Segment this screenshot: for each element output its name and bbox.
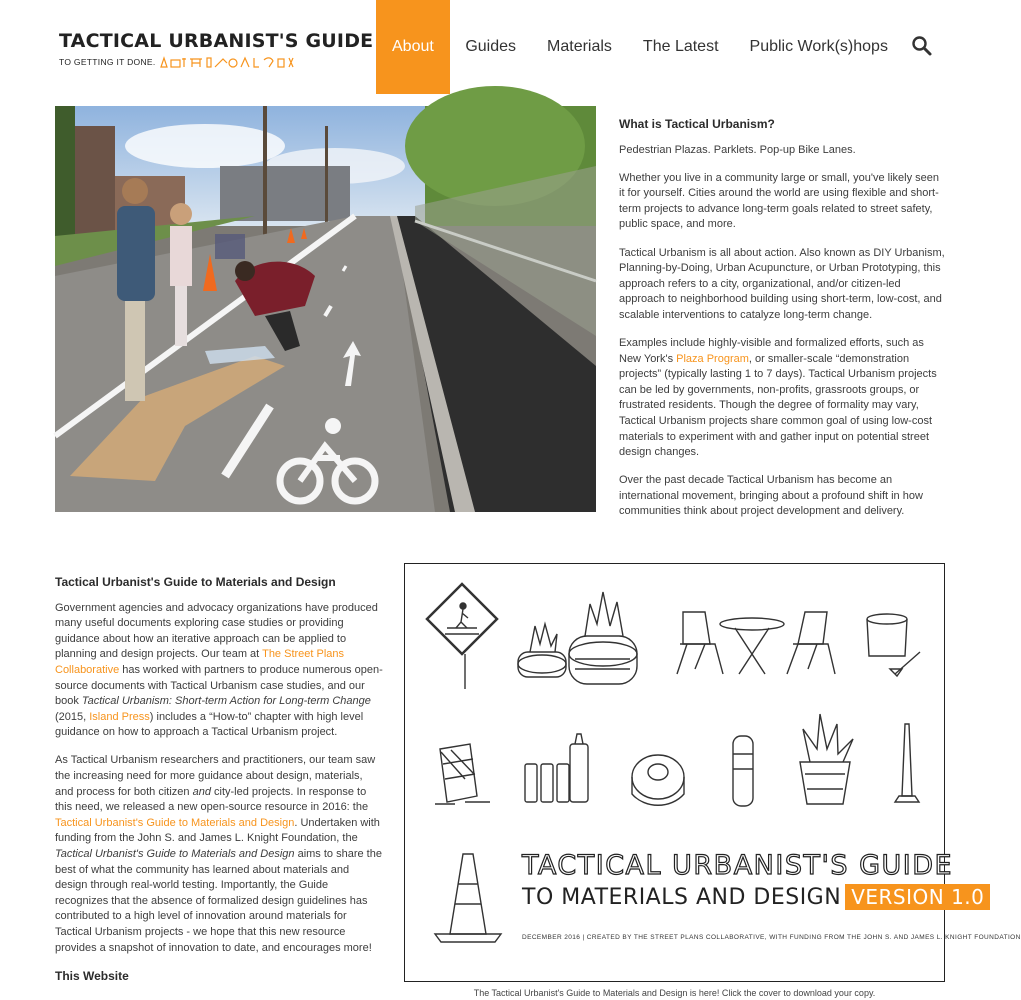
about-p4-text-a: Examples include highly-visible and formalized efforts, such as New York's [619,337,924,365]
barricade-icon [435,744,490,804]
street-plans-link[interactable]: The Street Plans Collaborative [55,648,345,676]
this-website-heading: This Website [55,968,129,983]
site-header [0,0,1000,94]
logo-subtitle: TO GETTING IT DONE. [59,57,156,67]
pedestrian-sign-icon [427,584,497,689]
guide-title-emphasis: Tactical Urbanist's Guide to Materials and Design [55,848,295,860]
guide-heading: Tactical Urbanist's Guide to Materials and Design [55,575,336,589]
logo-title: TACTICAL URBANIST'S GUIDE [59,30,374,52]
nav-about[interactable]: About [376,0,450,94]
potted-plant-icon [800,714,853,804]
guide-section [55,575,383,984]
guide-p2-em-and: and [192,785,211,798]
main-nav [376,0,903,94]
cover-title-line-2-row [522,884,990,910]
logo-subtitle-row [59,55,339,69]
book-title: Tactical Urbanism: Short-term Action for Long-term Change [81,695,371,708]
tire-planter-icon [518,592,637,684]
bollard-icon [733,736,753,806]
logo-tools-icon [159,55,329,69]
about-paragraph-4 [619,336,947,461]
cover-illustrations [405,564,946,983]
cover-title-line-2: TO MATERIALS AND DESIGN [522,884,842,910]
guide-paragraph-1 [55,601,383,741]
search-button[interactable] [910,34,934,58]
cover-title-line-1: TACTICAL URBANIST'S GUIDE [522,850,954,881]
island-press-link[interactable]: Island Press [89,710,150,723]
delineator-post-icon [895,724,919,802]
about-paragraph-2: Whether you live in a community large or small, you've likely seen it for yourself. Cities around the world are using flexible and short-term projects to advance long-term goals related to street safety, public space, and more. [619,171,940,231]
paint-bucket-icon [867,614,920,676]
guide-paragraph-2 [55,753,383,956]
about-paragraph-5: Over the past decade Tactical Urbanism has become an international movement, bringing about a profound shift in how communities think about project development and delivery. [619,474,923,518]
nav-public-workshops[interactable]: Public Work(s)hops [749,38,888,55]
nav-guides[interactable]: Guides [465,38,517,55]
about-paragraph-1: Pedestrian Plazas. Parklets. Pop-up Bike Lanes. [619,143,856,156]
site-logo[interactable] [59,30,374,70]
guide-p2-text-d: aims to share the best of what the community has learned about materials and design through real-world testing. Importantly, the Guide recognizes that the absence of formalized design guidelines has contributed to a high level of innovation around materials for Tactical Urbanism projects - we hope that this new resource provides a snapshot of innovation to date, and encourages more! [55,848,382,954]
guide-p1-text-b: has worked with partners to produce numerous open-source documents with Tactical Urbanism case studies, and our book [55,663,383,708]
about-paragraph-3: Tactical Urbanism is all about action. Also known as DIY Urbanism, Planning-by-Doing, Urban Acupuncture, or Urban Prototyping, this approach refers to a city, organizational, and/or citizen-led approach to neighborhood building using short-term, low-cost, and scalable interventions to catalyze long-term change. [619,246,945,321]
about-p4-text-b: , or smaller-scale “demonstration projects” (typically lasting 1 to 7 days). Tactical Urbanism projects can be led by governments, non-profits, grassroots groups, or frustrated residents. Though the degree of formality may vary, Tactical Urbanism projects share common goal of using low-cost materials to experiment with and gather input on potential street design changes. [619,352,937,459]
guide-p1-text-d: ) includes a “How-to” chapter with high level guidance on how to approach a Tactical Urbanism project. [55,710,364,739]
nav-the-latest[interactable]: The Latest [642,38,719,55]
materials-guide-link[interactable]: Tactical Urbanist's Guide to Materials and Design [55,816,295,829]
cover-version-badge: VERSION 1.0 [845,884,990,910]
photo-illustration [55,106,596,512]
guide-p2-text-b: city-led projects. In response to this need, we released a new open-source resource in 2016: the [55,785,369,814]
cover-credit: DECEMBER 2016 | CREATED BY THE STREET PLANS COLLABORATIVE, WITH FUNDING FROM THE JOHN S. AND JAMES L. KNIGHT FOUNDATION [522,934,1021,941]
plaza-program-link[interactable]: Plaza Program [676,352,749,365]
street-photo [55,106,596,512]
about-heading: What is Tactical Urbanism? [619,117,775,131]
about-section [619,117,947,533]
tape-roll-icon [632,755,684,805]
guide-p1-text-c: (2015, [55,710,90,723]
guide-p2-text-c: . Undertaken with funding from the John S. and James L. Knight Foundation, the [55,816,380,845]
guide-p1-text-a: Government agencies and advocacy organizations have produced many useful documents exploring case studies or providing guidance about how an iterative approach can be applied to planning and design projects. Our team at [55,601,378,661]
cafe-furniture-icon [677,612,835,674]
traffic-cone-icon [435,854,501,942]
guide-cover-download[interactable] [404,563,1021,982]
paint-cans-icon [525,734,588,802]
search-icon [910,34,934,58]
cover-caption: The Tactical Urbanist's Guide to Materials and Design is here! Click the cover to download your copy. [473,988,876,998]
nav-materials[interactable]: Materials [547,38,612,55]
guide-p2-text-a: As Tactical Urbanism researchers and practitioners, our team saw the increasing need for more guidance about design, materials, and process for both citizen [55,754,376,798]
